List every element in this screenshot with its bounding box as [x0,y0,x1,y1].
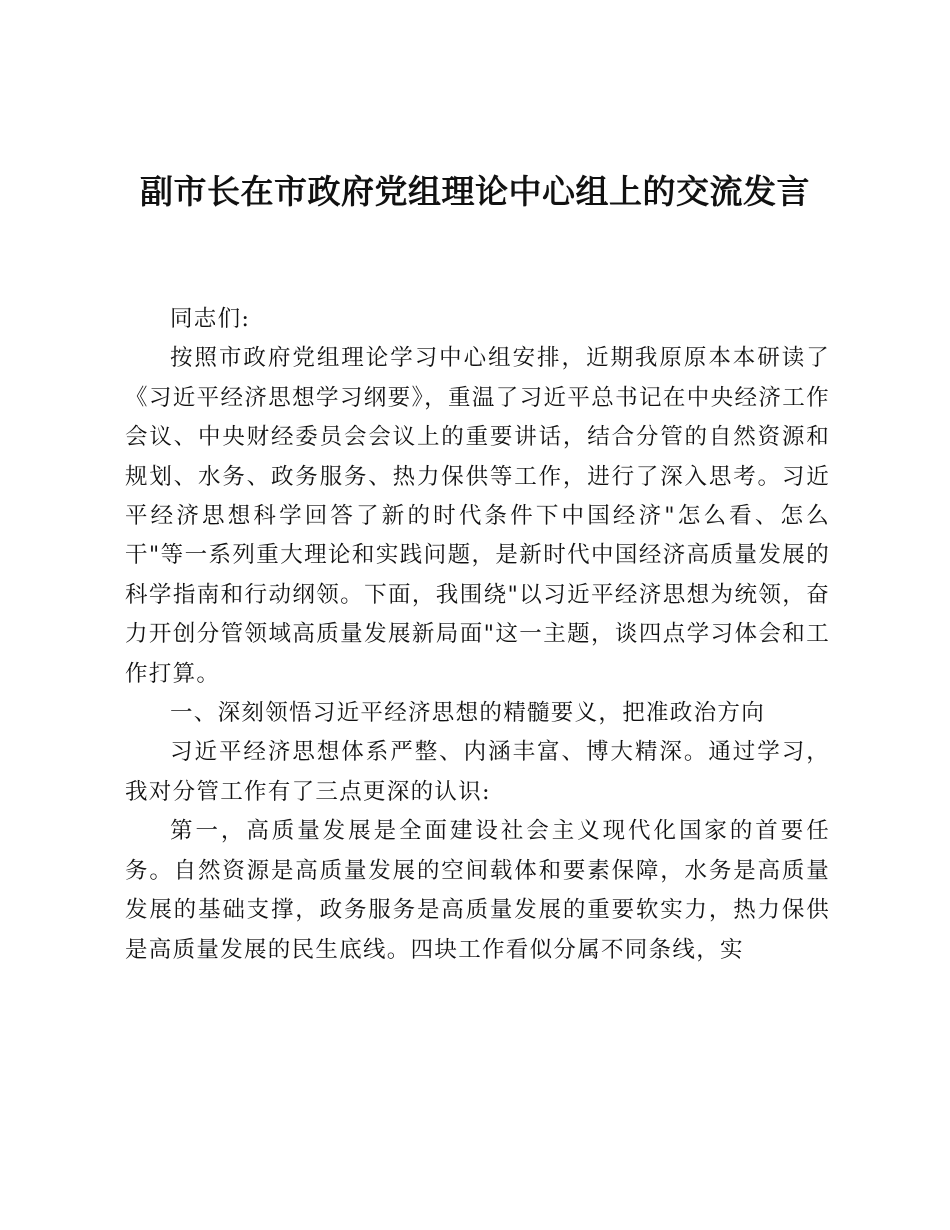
document-title: 副市长在市政府党组理论中心组上的交流发言 [140,172,810,211]
point-1-paragraph: 第一，高质量发展是全面建设社会主义现代化国家的首要任务。自然资源是高质量发展的空间载体和要素保障，水务是高质量发展的基础支撑，政务服务是高质量发展的重要软实力，热力保供是高质量发展的民生底线。四块工作看似分属不同条线，实 [125,818,830,963]
intro-paragraph: 按照市政府党组理论学习中心组安排，近期我原原本本研读了《习近平经济思想学习纲要》，重温了习近平总书记在中央经济工作会议、中央财经委员会会议上的重要讲话，结合分管的自然资源和规划、水务、政务服务、热力保供等工作，进行了深入思考。习近平经济思想科学回答了新的时代条件下中国经济"怎么看、怎么干"等一系列重大理论和实践问题，是新时代中国经济高质量发展的科学指南和行动纲领。下面，我围绕"以习近平经济思想为统领，奋力开创分管领域高质量发展新局面"这一主题，谈四点学习体会和工作打算。 [125,345,831,687]
section-heading-1: 一、深刻领悟习近平经济思想的精髓要义，把准政治方向 [170,700,766,727]
section-1-paragraph: 习近平经济思想体系严整、内涵丰富、博大精深。通过学习，我对分管工作有了三点更深的认识: [125,739,830,805]
document-body [125,300,830,970]
salutation-paragraph: 同志们: [170,306,251,332]
